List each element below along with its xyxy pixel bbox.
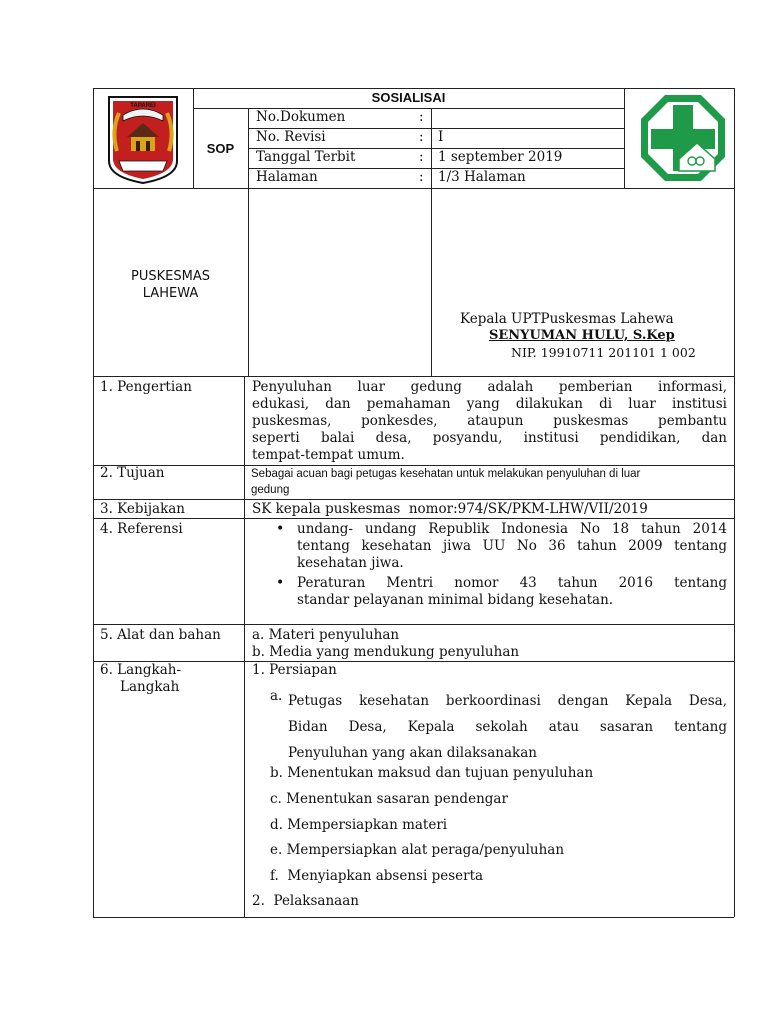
issue-date-colon: : <box>419 149 424 165</box>
referensi-label: 4. Referensi <box>100 521 183 537</box>
langkah-label <box>100 662 181 696</box>
step-persiapan: 1. Persiapan <box>252 662 337 678</box>
referensi-line: kesehatan jiwa. <box>297 555 404 571</box>
bullet-icon: • <box>276 575 285 591</box>
step-a-line: Petugas kesehatan berkoordinasi dengan Kepala Desa, <box>288 693 727 709</box>
referensi-line: standar pelayanan minimal bidang kesehatan. <box>297 592 614 608</box>
kebijakan-text: SK kepala puskesmas nomor:974/SK/PKM-LHW/VII/2019 <box>252 501 648 517</box>
revision-colon: : <box>419 129 424 145</box>
revision-value: I <box>438 129 444 145</box>
tujuan-line2: gedung <box>251 484 290 496</box>
sop-label: SOP <box>206 141 235 156</box>
alat-item: a. Materi penyuluhan <box>252 627 400 643</box>
step-a-marker: a. <box>270 688 283 704</box>
step-f: f. Menyiapkan absensi peserta <box>270 868 484 884</box>
step-a-text <box>288 688 727 766</box>
langkah-label-line2: Langkah <box>120 679 180 695</box>
step-b: b. Menentukan maksud dan tujuan penyuluhan <box>270 765 594 781</box>
tujuan-label: 2. Tujuan <box>100 465 165 481</box>
signature-block <box>460 311 730 361</box>
referensi-line: undang- undang Republik Indonesia No 18 tahun 2014 <box>297 521 727 537</box>
signature-name: SENYUMAN HULU, S.Kep <box>489 328 675 343</box>
step-c: c. Menentukan sasaran pendengar <box>270 791 508 807</box>
pengertian-label: 1. Pengertian <box>100 379 192 395</box>
org-name-line1: PUSKESMAS <box>131 269 210 284</box>
doc-number-label: No.Dokumen <box>256 109 346 125</box>
step-d: d. Mempersiapkan materi <box>270 817 448 833</box>
pengertian-line: puskesmas, ponkesdes, ataupun puskesmas pembantu <box>252 413 727 429</box>
pengertian-line: Penyuluhan luar gedung adalah pemberian informasi, <box>252 379 727 395</box>
emblem-banner-text: TAPAREI <box>130 103 156 109</box>
alat-label: 5. Alat dan bahan <box>100 627 221 643</box>
document-title: SOSIALISAI <box>371 90 446 105</box>
step-a-line: Penyuluhan yang akan dilaksanakan <box>288 745 537 761</box>
kebijakan-label: 3. Kebijakan <box>100 501 186 517</box>
pengertian-line: tempat-tempat umum. <box>252 447 405 463</box>
signature-position: Kepala UPTPuskesmas Lahewa <box>460 311 674 327</box>
referensi-line: Peraturan Mentri nomor 43 tahun 2016 tentang <box>297 575 727 591</box>
referensi-item <box>297 575 727 609</box>
issue-date-label: Tanggal Terbit <box>256 149 356 165</box>
pengertian-line: edukasi, dan pemahaman yang dilakukan di luar institusi <box>252 396 727 412</box>
org-name <box>93 268 248 302</box>
doc-number-colon: : <box>419 109 424 125</box>
alat-item: b. Media yang mendukung penyuluhan <box>252 644 520 660</box>
revision-label: No. Revisi <box>256 129 326 145</box>
page-colon: : <box>419 169 424 185</box>
bullet-icon: • <box>276 521 285 537</box>
puskesmas-logo <box>639 93 727 183</box>
referensi-item <box>297 521 727 572</box>
signature-nip: NIP. 19910711 201101 1 002 <box>511 345 696 360</box>
step-pelaksanaan: 2. Pelaksanaan <box>252 893 359 909</box>
step-a-line: Bidan Desa, Kepala sekolah atau sasaran tentang <box>288 719 727 735</box>
step-e: e. Mempersiapkan alat peraga/penyuluhan <box>270 842 565 858</box>
regency-emblem <box>103 91 183 185</box>
page-value: 1/3 Halaman <box>438 169 526 185</box>
page-label: Halaman <box>256 169 318 185</box>
referensi-line: tentang kesehatan jiwa UU No 36 tahun 2009 tentang <box>297 538 727 554</box>
issue-date-value: 1 september 2019 <box>438 149 563 165</box>
pengertian-text <box>252 379 727 464</box>
tujuan-line1: Sebagai acuan bagi petugas kesehatan untuk melakukan penyuluhan di luar <box>251 468 641 480</box>
org-name-line2: LAHEWA <box>142 286 199 301</box>
tujuan-text <box>251 466 731 498</box>
pengertian-line: seperti balai desa, posyandu, institusi pendidikan, dan <box>252 430 727 446</box>
langkah-label-line1: 6. Langkah- <box>100 662 182 678</box>
